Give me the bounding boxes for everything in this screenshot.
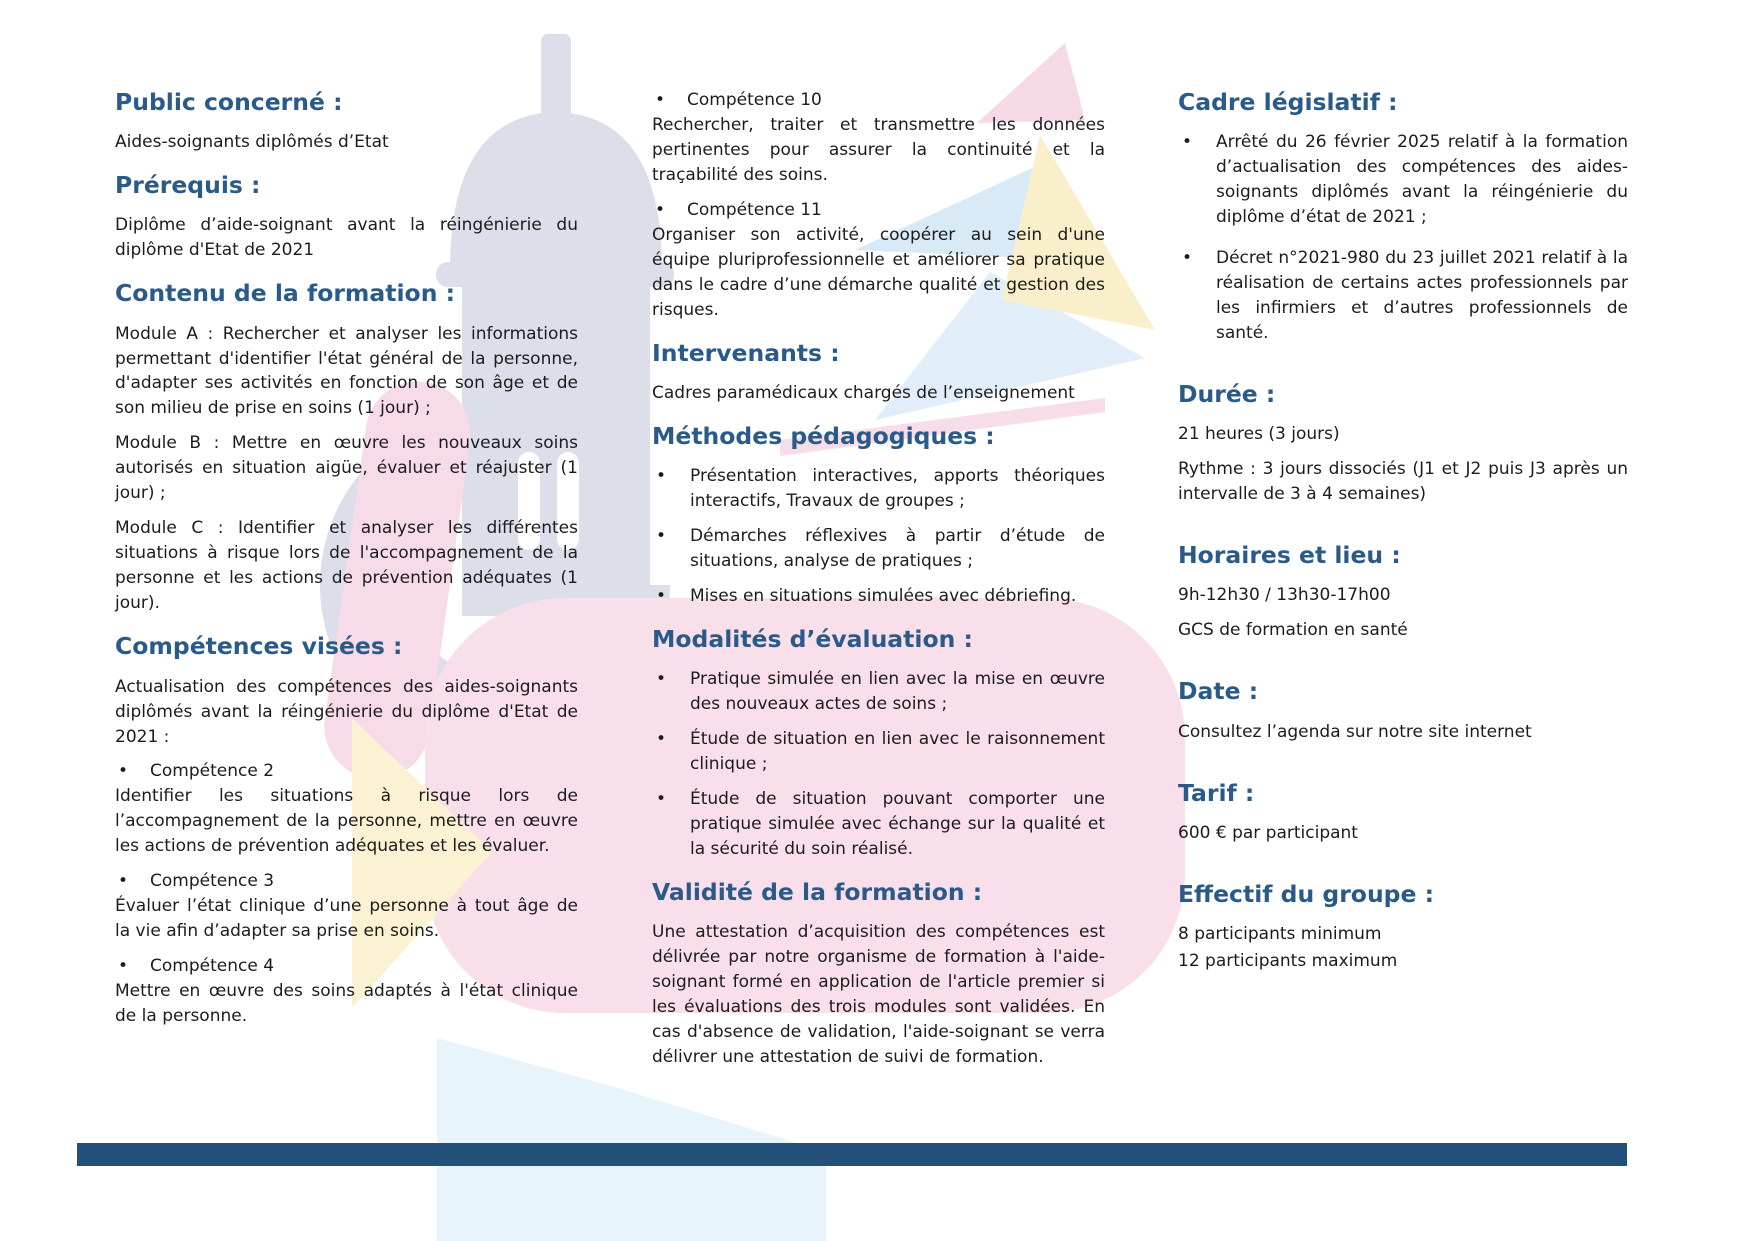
- list-item-text: Présentation interactives, apports théoriques interactifs, Travaux de groupes ;: [690, 466, 1105, 512]
- heading-duree: Durée :: [1178, 380, 1276, 409]
- modalites-list-item: [652, 667, 1105, 717]
- bullet-icon: •: [656, 526, 667, 547]
- competence-text: Organiser son activité, coopérer au sein d'une équipe pluriprofessionnelle et améliorer sa pratique dans le cadre d’une démarche qualité et gestion des risques.: [652, 224, 1105, 320]
- bullet-icon: •: [118, 761, 129, 782]
- bullet-icon: •: [118, 956, 129, 977]
- competence-label: Compétence 10: [687, 90, 822, 110]
- paragraph-duree-rythme: Rythme : 3 jours dissociés (J1 et J2 puis J3 après un intervalle de 3 à 4 semaines): [1178, 459, 1628, 505]
- column-middle: [652, 88, 1105, 1080]
- competence-item-4: [115, 954, 578, 1029]
- paragraph-module-b: Module B : Mettre en œuvre les nouveaux soins autorisés en situation aigüe, évaluer et réajuster (1 jour) ;: [115, 433, 578, 504]
- competence-label: Compétence 2: [150, 761, 275, 782]
- list-item-text: Étude de situation pouvant comporter une pratique simulée avec échange sur la qualité et la sécurité du soin réalisé.: [690, 789, 1105, 860]
- paragraph-module-a: Module A : Rechercher et analyser les informations permettant d'identifier l'état général de la personne, d'adapter ses activités en fonction de son âge et de son milieu de prise en soins (1 jour) ;: [115, 323, 578, 419]
- list-item-text: Arrêté du 26 février 2025 relatif à la formation d’actualisation des compétences des aides-soignants diplômés avant la réingénierie du diplôme d’état de 2021 ;: [1216, 132, 1628, 228]
- heading-horaires-lieu: Horaires et lieu :: [1178, 541, 1401, 570]
- bullet-icon: •: [1182, 248, 1193, 269]
- competence-text: Rechercher, traiter et transmettre les données pertinentes pour assurer la continuité et la traçabilité des soins.: [652, 114, 1105, 185]
- heading-intervenants: Intervenants :: [652, 338, 840, 367]
- competence-text: Identifier les situations à risque lors de l’accompagnement de la personne, mettre en œuvre les actions de prévention adéquates et les évaluer.: [115, 786, 578, 857]
- paragraph-module-c: Module C : Identifier et analyser les différentes situations à risque lors de l'accompagnement de la personne et les actions de prévention adéquates (1 jour).: [115, 518, 578, 614]
- competence-label: Compétence 3: [150, 871, 275, 892]
- heading-cadre-legislatif: Cadre législatif :: [1178, 88, 1398, 116]
- column-right: [1178, 88, 1628, 984]
- footer-accent-bar: [77, 1143, 1627, 1166]
- bullet-icon: •: [1182, 132, 1193, 153]
- modalites-list-item: [652, 727, 1105, 777]
- competence-item-3: [115, 869, 578, 944]
- competence-label: Compétence 4: [150, 956, 275, 977]
- bullet-icon: •: [656, 466, 667, 487]
- heading-contenu-formation: Contenu de la formation :: [115, 279, 456, 308]
- paragraph-tarif: 600 € par participant: [1178, 822, 1358, 843]
- bullet-icon: •: [118, 871, 129, 892]
- list-item-text: Mises en situations simulées avec débriefing.: [690, 586, 1077, 607]
- bullet-icon: •: [656, 586, 667, 607]
- competence-label-row: [652, 198, 1105, 223]
- bullet-icon: •: [655, 199, 666, 220]
- heading-prerequis: Prérequis :: [115, 171, 261, 200]
- paragraph-duree-heures: 21 heures (3 jours): [1178, 424, 1340, 445]
- paragraph-prerequis: Diplôme d’aide-soignant avant la réingénierie du diplôme d'Etat de 2021: [115, 215, 578, 261]
- cadre-list-item: [1178, 130, 1628, 230]
- bullet-icon: •: [655, 90, 666, 110]
- heading-competences-visees: Compétences visées :: [115, 632, 403, 661]
- paragraph-effectif-max: 12 participants maximum: [1178, 950, 1398, 971]
- modalites-list-item: [652, 787, 1105, 862]
- heading-validite-formation: Validité de la formation :: [652, 878, 983, 907]
- methodes-list-item: [652, 464, 1105, 514]
- heading-effectif-groupe: Effectif du groupe :: [1178, 879, 1435, 908]
- methodes-list-item: [652, 584, 1105, 609]
- competence-item-11: [652, 198, 1105, 323]
- column-left: [115, 88, 578, 1039]
- paragraph-validite: Une attestation d’acquisition des compétences est délivrée par notre organisme de formation à l'aide-soignant formé en application de l'article premier si les évaluations des trois modules sont validées. En cas d'absence de validation, l'aide-soignant se verra délivrer une attestation de suivi de formation.: [652, 922, 1105, 1068]
- bullet-icon: •: [656, 789, 667, 810]
- list-item-text: Démarches réflexives à partir d’étude de situations, analyse de pratiques ;: [690, 526, 1105, 572]
- paragraph-horaires: 9h-12h30 / 13h30-17h00: [1178, 585, 1391, 606]
- paragraph-competences-intro: Actualisation des compétences des aides-soignants diplômés avant la réingénierie du diplôme d'Etat de 2021 :: [115, 676, 578, 747]
- paragraph-lieu: GCS de formation en santé: [1178, 620, 1408, 641]
- paragraph-date: Consultez l’agenda sur notre site internet: [1178, 721, 1532, 742]
- competence-label: Compétence 11: [687, 199, 822, 220]
- competence-label-row: [652, 88, 1105, 113]
- list-item-text: Étude de situation en lien avec le raisonnement clinique ;: [690, 729, 1105, 775]
- heading-date: Date :: [1178, 677, 1259, 706]
- heading-modalites-evaluation: Modalités d’évaluation :: [652, 625, 973, 654]
- list-item-text: Décret n°2021-980 du 23 juillet 2021 relatif à la réalisation de certains actes professionnels par les infirmiers et d’autres professionnels de santé.: [1216, 248, 1628, 344]
- paragraph-effectif-min: 8 participants minimum: [1178, 923, 1382, 944]
- heading-public-concerne: Public concerné :: [115, 88, 343, 116]
- list-item-text: Pratique simulée en lien avec la mise en œuvre des nouveaux actes de soins ;: [690, 669, 1105, 715]
- paragraph-intervenants: Cadres paramédicaux chargés de l’enseignement: [652, 383, 1075, 404]
- competence-item-2: [115, 759, 578, 859]
- competence-item-10: [652, 88, 1105, 188]
- bullet-icon: •: [656, 729, 667, 750]
- heading-tarif: Tarif :: [1178, 778, 1255, 807]
- competence-label-row: [115, 869, 578, 894]
- competence-label-row: [115, 759, 578, 784]
- bullet-icon: •: [656, 669, 667, 690]
- competence-label-row: [115, 954, 578, 979]
- competence-text: Mettre en œuvre des soins adaptés à l'état clinique de la personne.: [115, 981, 578, 1027]
- heading-methodes-pedagogiques: Méthodes pédagogiques :: [652, 422, 995, 451]
- methodes-list-item: [652, 524, 1105, 574]
- paragraph-public-concerne: Aides-soignants diplômés d’Etat: [115, 132, 389, 153]
- cadre-list-item: [1178, 246, 1628, 346]
- competence-text: Évaluer l’état clinique d’une personne à tout âge de la vie afin d’adapter sa prise en soins.: [115, 896, 578, 942]
